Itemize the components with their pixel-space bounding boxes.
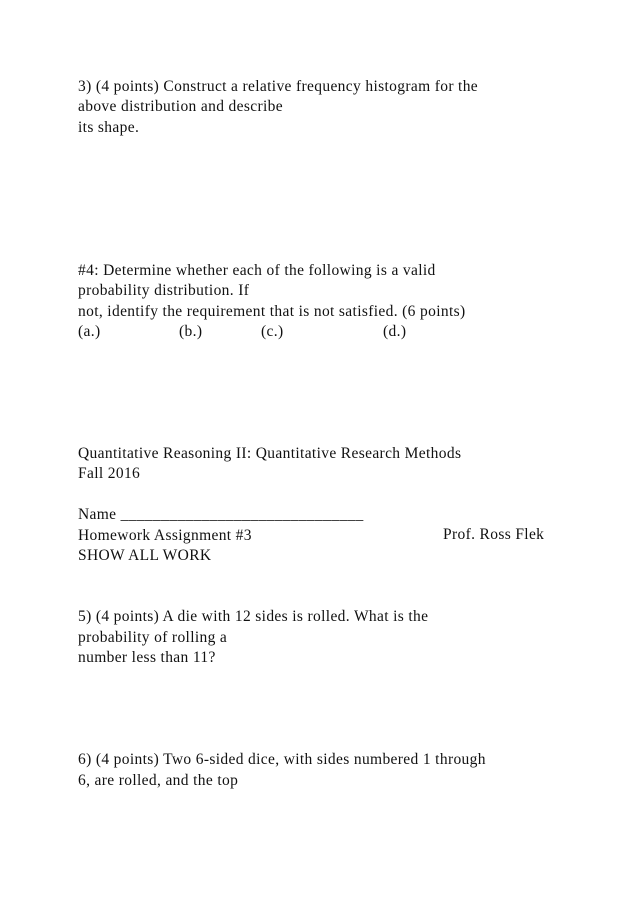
option-b: (b.)	[179, 323, 203, 340]
name-line: Name ______________________________	[78, 506, 364, 523]
question-3-line-3: its shape.	[78, 119, 140, 136]
question-4-line-1: #4: Determine whether each of the following is a valid	[78, 262, 436, 279]
question-4-options	[78, 322, 558, 342]
question-3-line-2: above distribution and describe	[78, 98, 283, 115]
question-4-line-3: not, identify the requirement that is not satisfied. (6 points)	[78, 303, 466, 320]
question-5-line-1: 5) (4 points) A die with 12 sides is rolled. What is the	[78, 608, 429, 625]
option-c: (c.)	[261, 323, 284, 340]
question-4-line-2: probability distribution. If	[78, 282, 250, 299]
option-d: (d.)	[383, 323, 407, 340]
question-5-line-2: probability of rolling a	[78, 629, 228, 646]
question-3-line-1: 3) (4 points) Construct a relative frequency histogram for the	[78, 78, 479, 95]
question-6-line-2: 6, are rolled, and the top	[78, 772, 239, 789]
instruction: SHOW ALL WORK	[78, 547, 212, 564]
option-a: (a.)	[78, 323, 101, 340]
assignment-title: Homework Assignment #3	[78, 527, 252, 544]
question-6-line-1: 6) (4 points) Two 6-sided dice, with sides numbered 1 through	[78, 751, 486, 768]
professor-name: Prof. Ross Flek	[443, 526, 545, 543]
term: Fall 2016	[78, 465, 141, 482]
question-5-line-3: number less than 11?	[78, 649, 216, 666]
course-title: Quantitative Reasoning II: Quantitative Research Methods	[78, 445, 462, 462]
